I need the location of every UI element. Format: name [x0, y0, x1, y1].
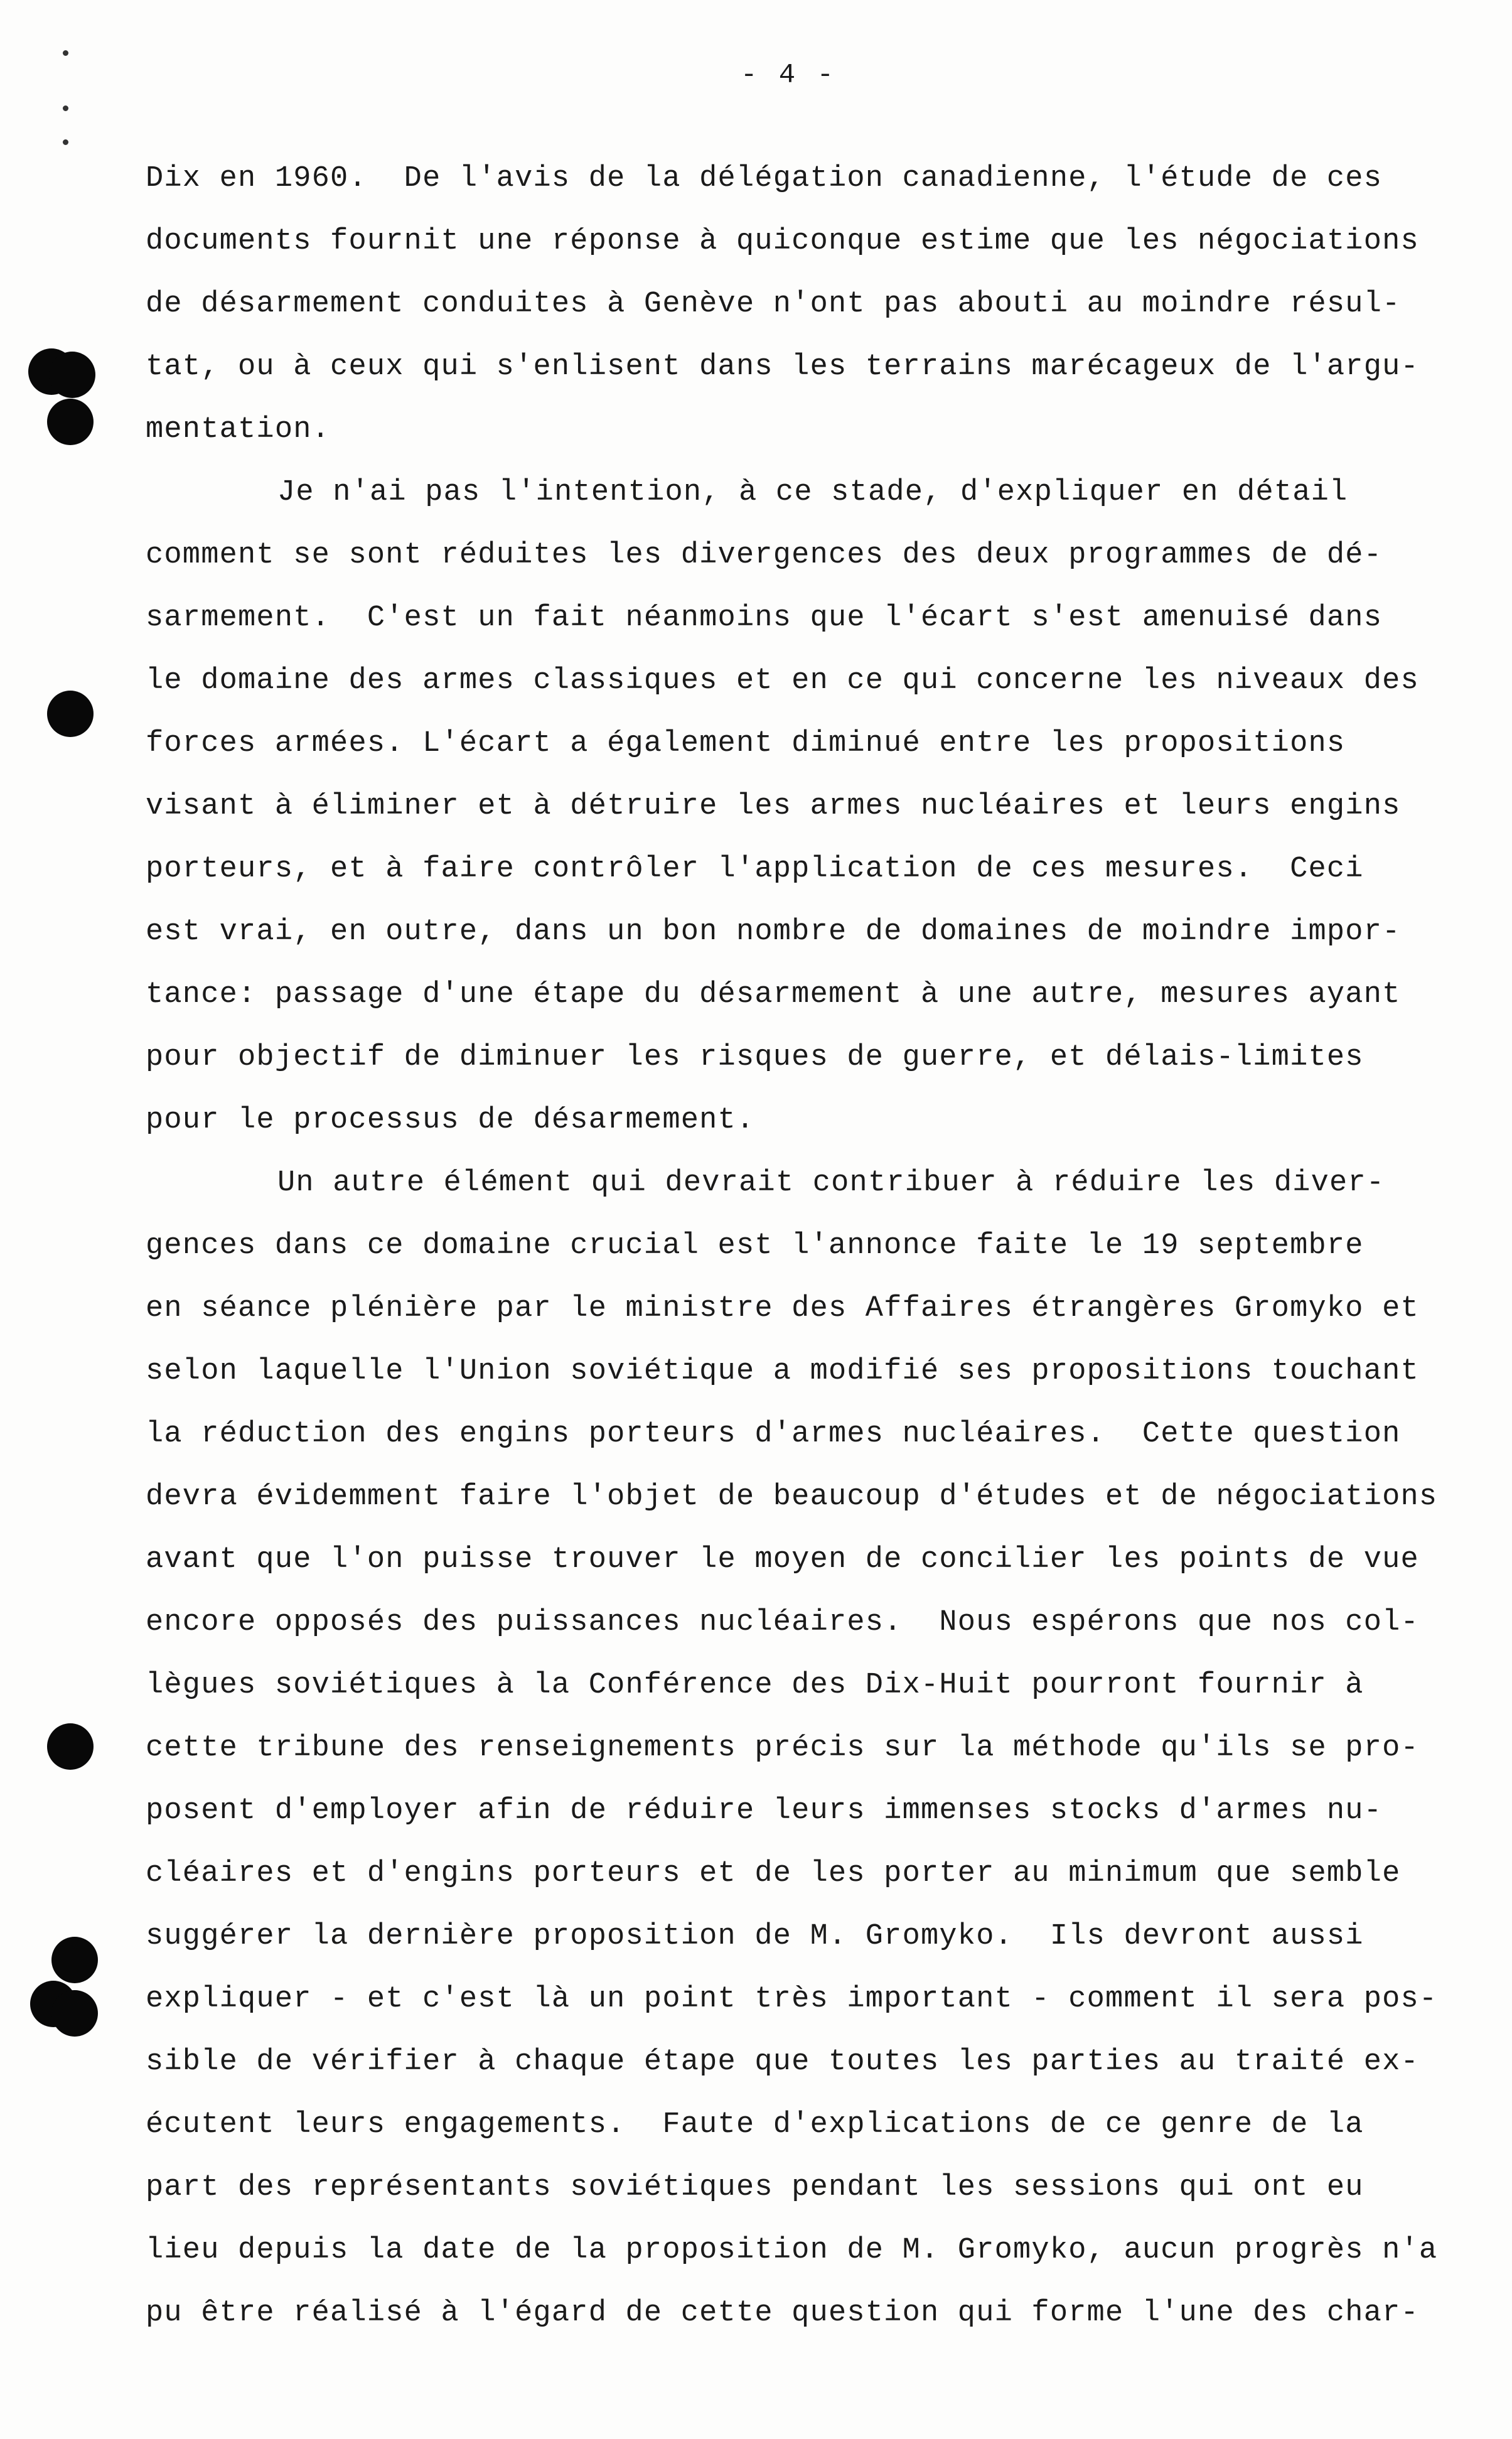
text-line: de désarmement conduites à Genève n'ont pas abouti au moindre résul-: [146, 288, 1401, 321]
text-line: comment se sont réduites les divergences des deux programmes de dé-: [146, 539, 1383, 572]
text-line: documents fournit une réponse à quiconque estime que les négociations: [146, 225, 1419, 258]
text-line: encore opposés des puissances nucléaires. Nous espérons que nos col-: [146, 1606, 1419, 1639]
text-line: cette tribune des renseignements précis sur la méthode qu'ils se pro-: [146, 1731, 1419, 1765]
punch-hole: [47, 399, 94, 445]
text-line: porteurs, et à faire contrôler l'application de ces mesures. Ceci: [146, 853, 1364, 886]
text-line: la réduction des engins porteurs d'armes nucléaires. Cette question: [146, 1418, 1401, 1451]
body-text: [146, 148, 1451, 2345]
speck: [63, 105, 68, 111]
punch-hole: [51, 1990, 98, 2037]
text-line: expliquer - et c'est là un point très important - comment il sera pos-: [146, 1983, 1438, 2016]
text-line: pour le processus de désarmement.: [146, 1104, 755, 1137]
speck: [63, 139, 68, 145]
text-line: sarmement. C'est un fait néanmoins que l'écart s'est amenuisé dans: [146, 601, 1383, 635]
text-line: pu être réalisé à l'égard de cette question qui forme l'une des char-: [146, 2296, 1419, 2330]
punch-hole: [47, 1723, 94, 1770]
text-line: forces armées. L'écart a également diminué entre les propositions: [146, 727, 1346, 760]
text-line: pour objectif de diminuer les risques de guerre, et délais-limites: [146, 1041, 1364, 1074]
page-number: - 4 -: [741, 60, 837, 91]
text-line: visant à éliminer et à détruire les armes nucléaires et leurs engins: [146, 790, 1401, 823]
text-line: mentation.: [146, 413, 331, 446]
text-line: Dix en 1960. De l'avis de la délégation canadienne, l'étude de ces: [146, 162, 1383, 195]
text-line: sible de vérifier à chaque étape que toutes les parties au traité ex-: [146, 2045, 1419, 2079]
text-line: part des représentants soviétiques pendant les sessions qui ont eu: [146, 2171, 1364, 2204]
text-line: lègues soviétiques à la Conférence des Dix-Huit pourront fournir à: [146, 1669, 1364, 1702]
speck: [63, 50, 68, 56]
text-line: gences dans ce domaine crucial est l'annonce faite le 19 septembre: [146, 1229, 1364, 1263]
text-line: Un autre élément qui devrait contribuer à réduire les diver-: [277, 1166, 1385, 1200]
text-line: selon laquelle l'Union soviétique a modifié ses propositions touchant: [146, 1355, 1419, 1388]
text-line: en séance plénière par le ministre des Affaires étrangères Gromyko et: [146, 1292, 1419, 1325]
text-line: lieu depuis la date de la proposition de M. Gromyko, aucun progrès n'a: [146, 2234, 1438, 2267]
punch-hole: [47, 691, 94, 737]
text-line: écutent leurs engagements. Faute d'explications de ce genre de la: [146, 2108, 1364, 2141]
text-line: posent d'employer afin de réduire leurs immenses stocks d'armes nu-: [146, 1794, 1383, 1828]
text-line: suggérer la dernière proposition de M. Gromyko. Ils devront aussi: [146, 1920, 1364, 1953]
text-line: est vrai, en outre, dans un bon nombre de domaines de moindre impor-: [146, 915, 1401, 949]
text-line: devra évidemment faire l'objet de beaucoup d'études et de négociations: [146, 1480, 1438, 1514]
text-line: Je n'ai pas l'intention, à ce stade, d'expliquer en détail: [277, 476, 1348, 509]
text-line: tat, ou à ceux qui s'enlisent dans les terrains marécageux de l'argu-: [146, 350, 1419, 384]
punch-hole: [49, 352, 95, 398]
text-line: avant que l'on puisse trouver le moyen de concilier les points de vue: [146, 1543, 1419, 1576]
text-line: cléaires et d'engins porteurs et de les porter au minimum que semble: [146, 1857, 1401, 1890]
text-line: le domaine des armes classiques et en ce qui concerne les niveaux des: [146, 664, 1419, 697]
punch-hole: [51, 1937, 98, 1983]
text-line: tance: passage d'une étape du désarmement à une autre, mesures ayant: [146, 978, 1401, 1011]
